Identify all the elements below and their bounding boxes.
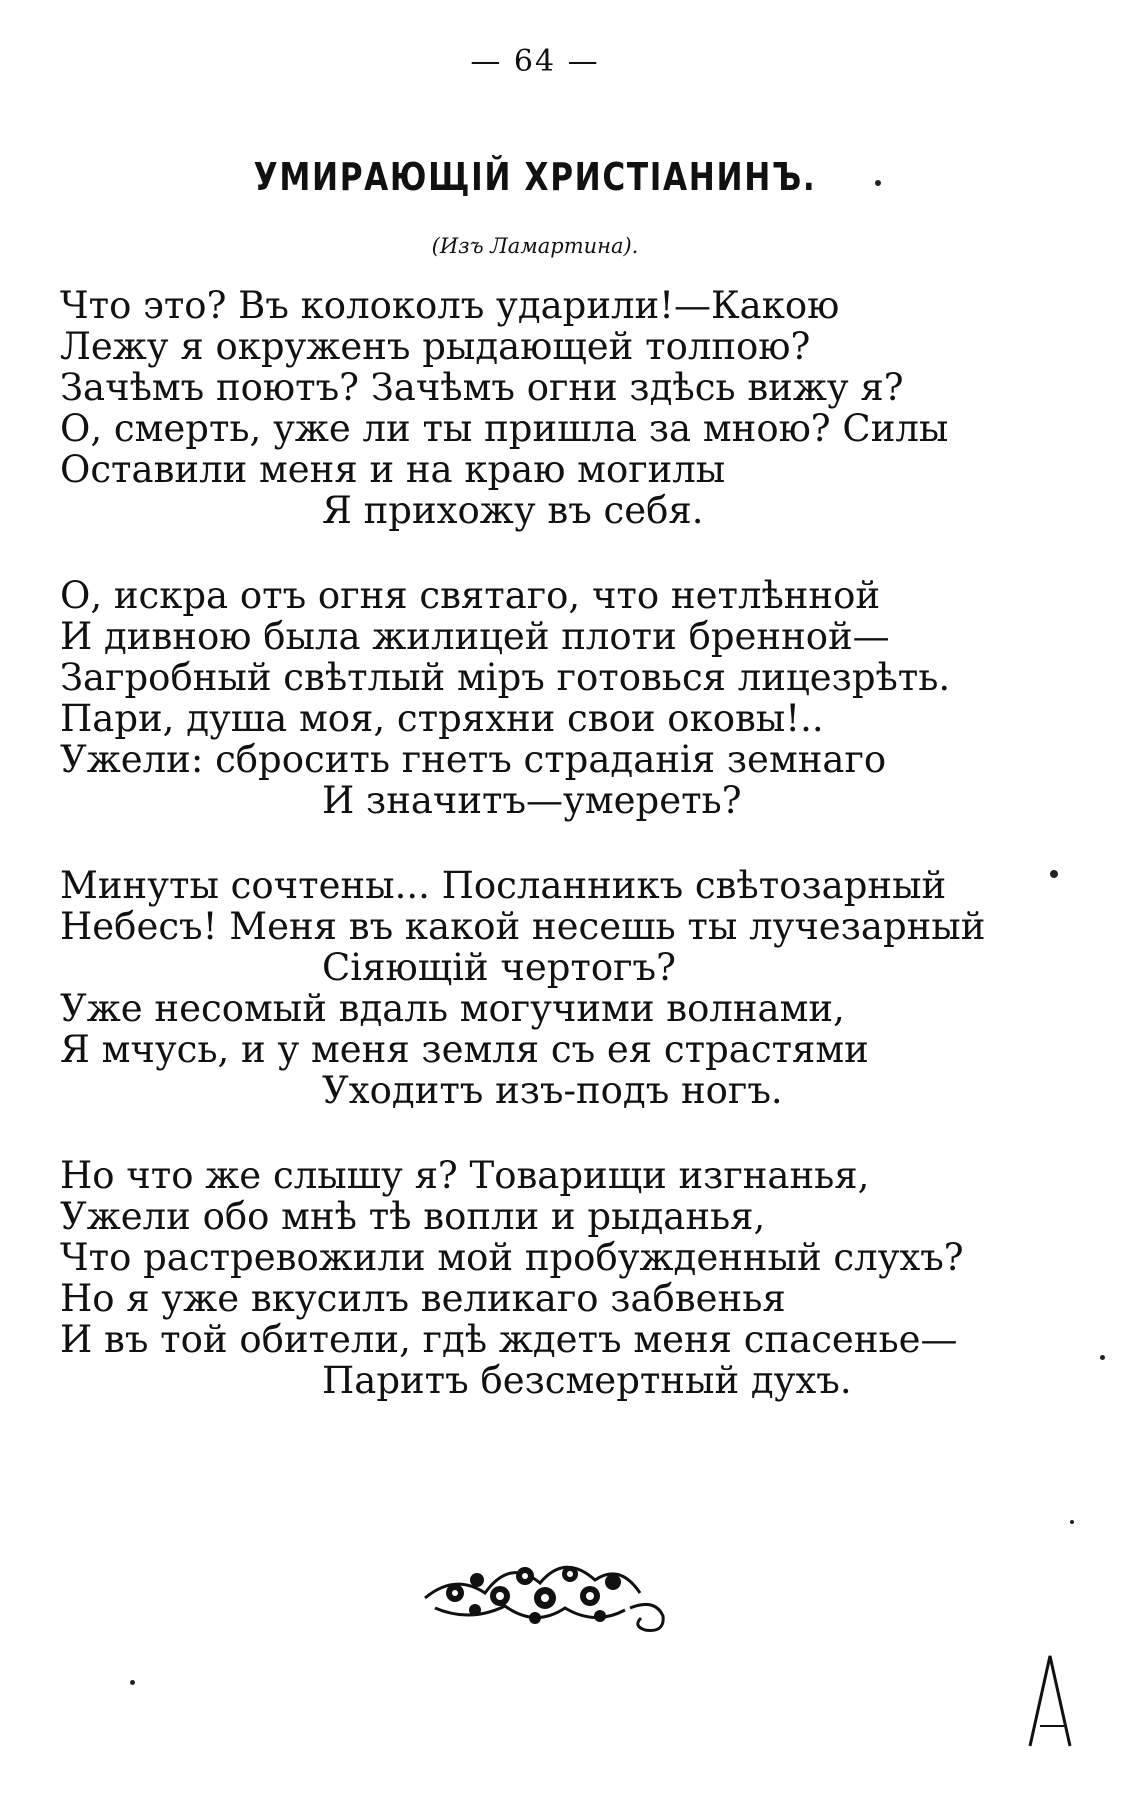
verse-line-refrain: И значитъ—умереть? [322, 779, 742, 822]
stanza-2 [60, 575, 1020, 821]
print-speck [1070, 1520, 1074, 1524]
verse-line: И въ той обители, гдѣ ждетъ меня спасенье— [60, 1318, 958, 1361]
verse-line: Оставили меня и на краю могилы [60, 448, 726, 491]
verse-line: Но я уже вкусилъ великаго забвенья [60, 1277, 786, 1320]
stanza-3 [60, 865, 1020, 1111]
verse-line: И дивною была жилицей плоти бренной— [60, 615, 890, 658]
poem-subtitle: (Изъ Ламартина). [431, 234, 639, 258]
verse-line-refrain: Паритъ безсмертный духъ. [322, 1359, 852, 1402]
verse-line: Ужели: сбросить гнетъ страданія земнаго [60, 738, 887, 781]
verse-line: О, искра отъ огня святаго, что нетлѣнной [60, 574, 881, 617]
verse-line: Я мчусь, и у меня земля съ ея страстями [60, 1028, 869, 1071]
verse-line-refrain: Сіяющій чертогъ? [322, 946, 676, 989]
verse-line: Уже несомый вдаль могучими волнами, [60, 987, 845, 1030]
print-speck [130, 1680, 135, 1685]
verse-line: Что растревожили мой пробужденный слухъ? [60, 1236, 964, 1279]
verse-line-refrain: Уходитъ изъ-подъ ногъ. [322, 1069, 783, 1112]
print-speck [875, 180, 881, 186]
verse-line: Что это? Въ колоколъ ударили!—Какою [60, 284, 840, 327]
margin-mark-icon [1020, 1636, 1080, 1756]
verse-line: Ужели обо мнѣ тѣ вопли и рыданья, [60, 1195, 766, 1238]
verse-line: Небесъ! Меня въ какой несешь ты лучезарный [60, 905, 986, 948]
poem-body [60, 285, 1020, 1445]
stanza-1 [60, 285, 1020, 531]
verse-line: Минуты сочтены... Посланникъ свѣтозарный [60, 864, 947, 907]
verse-line: Пари, душа моя, стряхни свои оковы!.. [60, 697, 824, 740]
print-speck [1050, 870, 1058, 878]
verse-line: Загробный свѣтлый міръ готовься лицезрѣть. [60, 656, 951, 699]
verse-line: Зачѣмъ поютъ? Зачѣмъ огни здѣсь вижу я? [60, 366, 904, 409]
verse-line: О, смерть, уже ли ты пришла за мною? Силы [60, 407, 949, 450]
stanza-4 [60, 1155, 1020, 1401]
page-number: — 64 — [470, 44, 600, 79]
print-speck [1100, 1355, 1105, 1360]
verse-line-refrain: Я прихожу въ себя. [322, 489, 704, 532]
floral-vignette-icon [415, 1538, 675, 1638]
poem-title: УМИРАЮЩІЙ ХРИСТІАНИНЪ. [253, 155, 817, 199]
verse-line: Лежу я окруженъ рыдающей толпою? [60, 325, 811, 368]
verse-line: Но что же слышу я? Товарищи изгнанья, [60, 1154, 870, 1197]
